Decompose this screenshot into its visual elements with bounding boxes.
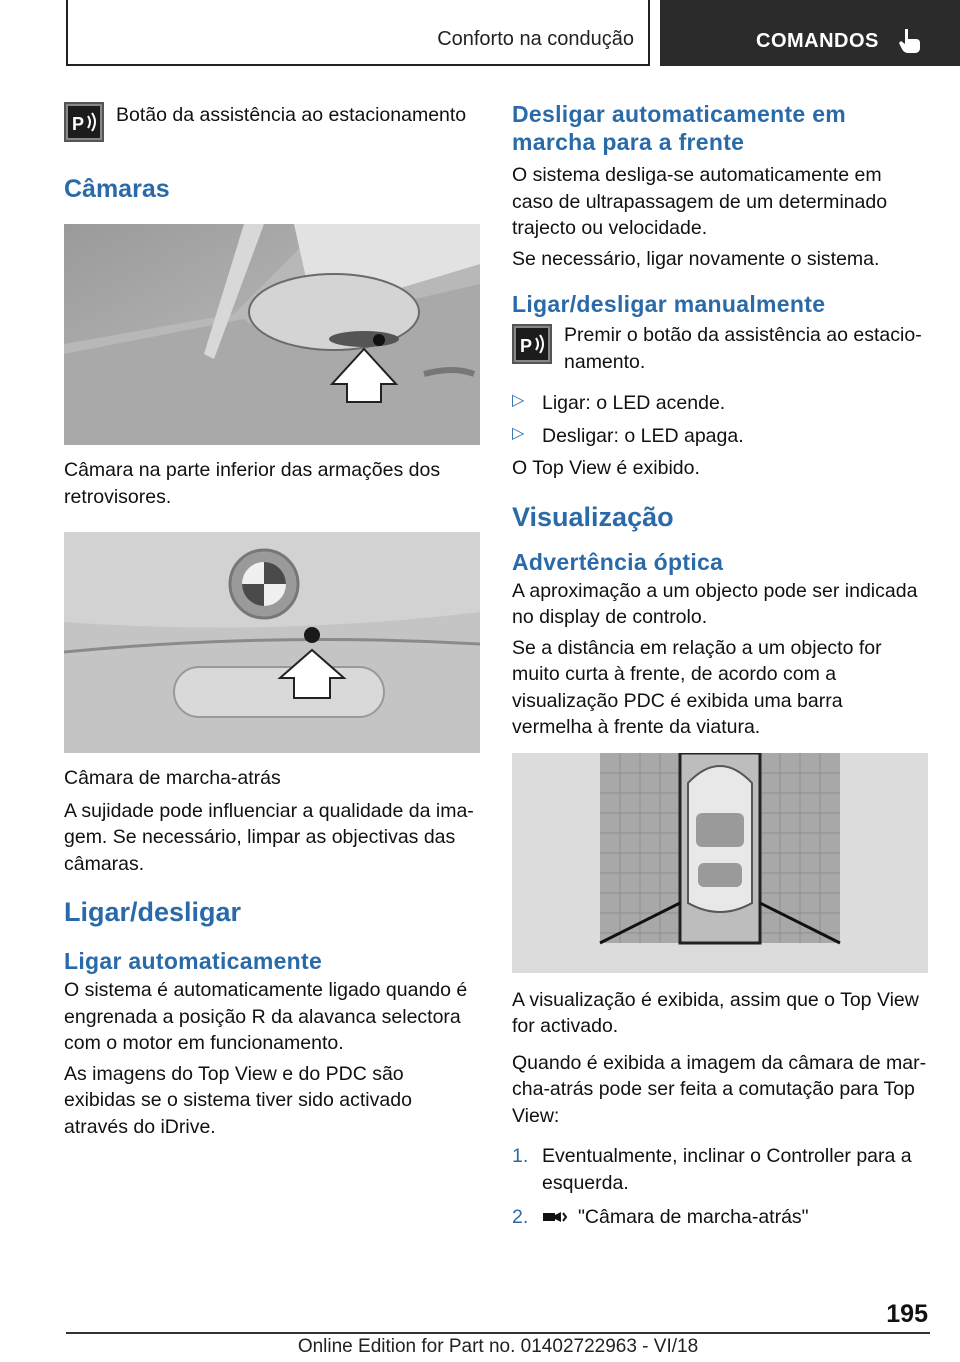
auto-on-text-2: As imagens do Top View e do PDC são exibidas se o sistema tiver sido activado através do iDrive. bbox=[64, 1062, 412, 1138]
header-chapter-box bbox=[660, 0, 960, 66]
chapter-title: COMANDOS bbox=[756, 30, 879, 52]
display-heading: Visualização bbox=[512, 501, 674, 532]
auto-off-text: O sistema desliga-se automaticamente em caso de ultrapassagem de um determinado trajecto ou velocidade. bbox=[512, 164, 888, 239]
section-title: Conforto na condução bbox=[437, 28, 634, 50]
manual-icon-row bbox=[512, 322, 928, 376]
steps-list bbox=[512, 1143, 928, 1231]
auto-on-heading: Ligar automaticamente bbox=[64, 948, 323, 974]
on-off-heading: Ligar/desligar bbox=[64, 897, 242, 927]
bullet-triangle-icon: ▷ bbox=[512, 424, 525, 442]
right-column bbox=[512, 100, 928, 1231]
manual-icon-text: Premir o botão da assistência ao estacionamento. bbox=[564, 324, 922, 373]
rear-camera-photo bbox=[64, 532, 480, 753]
footer-divider bbox=[66, 1332, 930, 1334]
optical-text: A aproximação a um objecto pode ser indicada no display de controlo. bbox=[512, 579, 918, 628]
rear-camera-caption: Câmara de marcha-atrás bbox=[64, 767, 281, 789]
manual-heading: Ligar/desligar manualmente bbox=[512, 291, 826, 317]
svg-text:P: P bbox=[520, 336, 533, 356]
list-item: 1. Eventualmente, inclinar o Controller para a esquerda. bbox=[512, 1145, 912, 1194]
intro-icon-row bbox=[64, 100, 480, 152]
header-section-box bbox=[66, 0, 650, 66]
mirror-camera-caption: Câmara na parte inferior das armações dos retrovisores. bbox=[64, 459, 441, 508]
park-assist-button-icon bbox=[64, 102, 104, 142]
svg-text:P: P bbox=[72, 114, 85, 134]
intro-icon-caption: Botão da assistência ao estacionamento bbox=[116, 104, 467, 126]
cameras-heading: Câmaras bbox=[64, 175, 170, 203]
mirror-camera-photo bbox=[64, 224, 480, 445]
auto-off-heading: Desligar automaticamente em marcha para a frente bbox=[512, 101, 847, 155]
list-item: ▷ Ligar: o LED acende. bbox=[512, 392, 726, 414]
switch-text: Quando é exibida a imagem da câmara de marcha-atrás pode ser feita a comutação para Top View: bbox=[512, 1051, 927, 1127]
topview-shown-text: O Top View é exibido. bbox=[512, 457, 700, 479]
camera-settings-icon bbox=[542, 1208, 568, 1226]
park-assist-button-icon bbox=[512, 324, 552, 364]
auto-off-text-2: Se necessário, ligar novamente o sistema. bbox=[512, 247, 880, 270]
list-item: ▷ Desligar: o LED apaga. bbox=[512, 424, 744, 447]
topview-illustration bbox=[512, 753, 928, 973]
led-bullet-list bbox=[512, 390, 928, 449]
topview-caption: A visualização é exibida, assim que o Top View for activado. bbox=[512, 988, 919, 1037]
hand-pointer-icon bbox=[896, 26, 924, 54]
optical-heading: Advertência óptica bbox=[512, 548, 724, 575]
left-column bbox=[64, 100, 480, 1140]
footer-edition: Online Edition for Part no. 01402722963 - VI/18 bbox=[297, 1336, 699, 1357]
list-item: 2. "Câmara de marcha-atrás" bbox=[512, 1206, 809, 1228]
optical-text-2: Se a distância em relação a um objecto for muito curta à frente, de acordo com a visualização PDC é exibida uma barra vermelha à frente da viatura. bbox=[512, 636, 882, 738]
page-number: 195 bbox=[886, 1300, 928, 1328]
bullet-triangle-icon: ▷ bbox=[512, 392, 525, 409]
dirt-note: A sujidade pode influenciar a qualidade da imagem. Se necessário, limpar as objectivas das câmaras. bbox=[64, 799, 474, 875]
auto-on-text: O sistema é automaticamente ligado quando é engrenada a posição R da alavanca selectora com o motor em funcionamento. bbox=[64, 979, 468, 1054]
